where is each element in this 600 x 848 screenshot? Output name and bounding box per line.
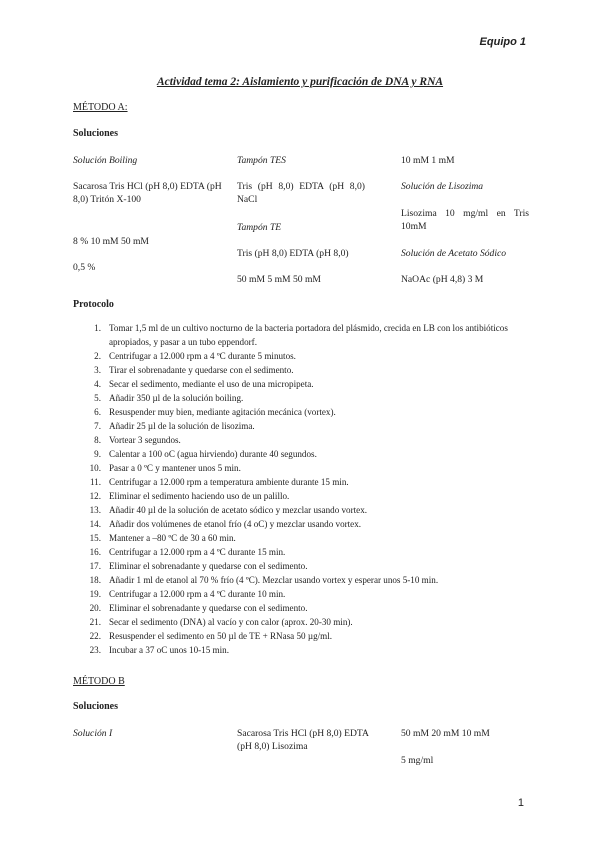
protocol-step-text: Tirar el sobrenadante y quedarse con el sedimento. xyxy=(109,365,294,375)
protocol-steps xyxy=(73,321,543,657)
protocol-step-text: Tomar 1,5 ml de un cultivo nocturno de la bacteria portadora del plásmido, crecida en LB con los antibióticos apropiados, y pasar a un tubo eppendorf. xyxy=(109,323,508,347)
solucion-i-name: Solución I xyxy=(73,728,113,739)
protocol-step-text: Pasar a 0 ºC y mantener unos 5 min. xyxy=(109,463,241,473)
tampon-te-name: Tampón TE xyxy=(237,222,282,233)
protocol-step-text: Vortear 3 segundos. xyxy=(109,435,181,445)
protocol-step-number: 23. xyxy=(89,645,101,655)
protocol-step xyxy=(73,503,543,517)
team-label: Equipo 1 xyxy=(479,36,526,48)
method-a-heading: MÉTODO A: xyxy=(73,102,128,113)
protocol-step-number: 14. xyxy=(89,519,101,529)
protocol-step xyxy=(73,461,543,475)
protocol-step xyxy=(73,433,543,447)
protocol-step-number: 19. xyxy=(89,589,101,599)
protocol-step-number: 2. xyxy=(94,351,101,361)
protocol-step-text: Centrifugar a 12.000 rpm a temperatura ambiente durante 15 min. xyxy=(109,477,349,487)
protocol-step-text: Añadir 25 µl de la solución de lisozima. xyxy=(109,421,255,431)
protocol-step xyxy=(73,363,543,377)
solucion-i-components: Sacarosa Tris HCl (pH 8,0) EDTA (pH 8,0) Lisozima xyxy=(237,728,369,752)
protocol-step-text: Centrifugar a 12.000 rpm a 4 ºC durante 10 min. xyxy=(109,589,286,599)
protocol-step-number: 9. xyxy=(94,449,101,459)
protocol-step-number: 7. xyxy=(94,421,101,431)
protocol-step xyxy=(73,587,543,601)
protocol-heading: Protocolo xyxy=(73,299,114,310)
solucion-acetato-components: NaOAc (pH 4,8) 3 M xyxy=(401,274,484,285)
protocol-step-number: 16. xyxy=(89,547,101,557)
method-a-solutions-heading: Soluciones xyxy=(73,128,119,139)
protocol-step xyxy=(73,517,543,531)
protocol-step-number: 21. xyxy=(89,617,101,627)
protocol-step xyxy=(73,643,543,657)
protocol-step xyxy=(73,615,543,629)
protocol-step-number: 18. xyxy=(89,575,101,585)
protocol-step xyxy=(73,545,543,559)
protocol-step-number: 5. xyxy=(94,393,101,403)
protocol-step-text: Añadir 1 ml de etanol al 70 % frío (4 ºC). Mezclar usando vortex y esperar unos 5-10 min. xyxy=(109,575,439,585)
protocol-step-text: Secar el sedimento, mediante el uso de una micropipeta. xyxy=(109,379,314,389)
protocol-step-text: Eliminar el sobrenadante y quedarse con el sedimento. xyxy=(109,603,308,613)
protocol-step-number: 12. xyxy=(89,491,101,501)
tampon-te-conc: 50 mM 5 mM 50 mM xyxy=(237,274,321,285)
protocol-step xyxy=(73,559,543,573)
protocol-step-text: Centrifugar a 12.000 rpm a 4 ºC durante 15 min. xyxy=(109,547,286,557)
protocol-step-number: 1. xyxy=(94,323,101,333)
page-number: 1 xyxy=(517,797,524,809)
protocol-step xyxy=(73,419,543,433)
tampon-tes-name: Tampón TES xyxy=(237,155,286,166)
solucion-lisozima-name: Solución de Lisozima xyxy=(401,181,484,192)
protocol-step-number: 10. xyxy=(89,463,101,473)
protocol-step-text: Resuspender el sedimento en 50 µl de TE + RNasa 50 µg/ml. xyxy=(109,631,333,641)
protocol-step-text: Resuspender muy bien, mediante agitación mecánica (vortex). xyxy=(109,407,336,417)
solucion-lisozima-components: Lisozima 10 mg/ml en Tris 10mM xyxy=(401,208,529,232)
protocol-step-number: 3. xyxy=(94,365,101,375)
method-b-heading: MÉTODO B xyxy=(73,676,125,687)
protocol-step xyxy=(73,405,543,419)
protocol-step-text: Incubar a 37 oC unos 10-15 min. xyxy=(109,645,229,655)
protocol-step xyxy=(73,391,543,405)
protocol-step-number: 17. xyxy=(89,561,101,571)
protocol-step-text: Mantener a –80 ºC de 30 a 60 min. xyxy=(109,533,236,543)
protocol-step-text: Eliminar el sobrenadante y quedarse con el sedimento. xyxy=(109,561,308,571)
method-b-solutions-heading: Soluciones xyxy=(73,701,119,712)
solucion-i-conc: 50 mM 20 mM 10 mM xyxy=(401,728,490,739)
protocol-step xyxy=(73,629,543,643)
solucion-boiling-components: Sacarosa Tris HCl (pH 8,0) EDTA (pH 8,0) Tritón X-100 xyxy=(73,181,222,205)
protocol-step xyxy=(73,531,543,545)
protocol-step-text: Centrifugar a 12.000 rpm a 4 ºC durante 5 minutos. xyxy=(109,351,296,361)
tampon-tes-components: Tris (pH 8,0) EDTA (pH 8,0) NaCl xyxy=(237,181,365,205)
protocol-step-number: 13. xyxy=(89,505,101,515)
protocol-step xyxy=(73,447,543,461)
protocol-step xyxy=(73,475,543,489)
solucion-boiling-name: Solución Boiling xyxy=(73,155,138,166)
protocol-step xyxy=(73,377,543,391)
protocol-step-text: Calentar a 100 oC (agua hirviendo) durante 40 segundos. xyxy=(109,449,317,459)
protocol-step-number: 8. xyxy=(94,435,101,445)
protocol-step-text: Añadir dos volúmenes de etanol frío (4 oC) y mezclar usando vortex. xyxy=(109,519,362,529)
protocol-step-text: Añadir 350 µl de la solución boiling. xyxy=(109,393,244,403)
protocol-step-number: 22. xyxy=(89,631,101,641)
col3-top-conc: 10 mM 1 mM xyxy=(401,155,455,166)
protocol-step-number: 20. xyxy=(89,603,101,613)
protocol-step xyxy=(73,349,543,363)
protocol-step-text: Secar el sedimento (DNA) al vacío y con calor (aprox. 20-30 min). xyxy=(109,617,353,627)
solucion-acetato-name: Solución de Acetato Sódico xyxy=(401,248,507,259)
page-title: Actividad tema 2: Aislamiento y purificación de DNA y RNA xyxy=(156,76,444,88)
protocol-step-number: 11. xyxy=(89,477,101,487)
solucion-boiling-conc: 8 % 10 mM 50 mM xyxy=(73,236,149,247)
protocol-step-number: 6. xyxy=(94,407,101,417)
protocol-step-text: Eliminar el sedimento haciendo uso de un palillo. xyxy=(109,491,290,501)
protocol-step xyxy=(73,321,543,349)
protocol-step xyxy=(73,601,543,615)
protocol-step xyxy=(73,489,543,503)
protocol-step-text: Añadir 40 µl de la solución de acetato sódico y mezclar usando vortex. xyxy=(109,505,368,515)
protocol-step-number: 4. xyxy=(94,379,101,389)
solucion-boiling-conc-triton: 0,5 % xyxy=(73,262,96,273)
protocol-step xyxy=(73,573,543,587)
protocol-step-number: 15. xyxy=(89,533,101,543)
tampon-te-components: Tris (pH 8,0) EDTA (pH 8,0) xyxy=(237,248,349,259)
solucion-i-conc-lisozima: 5 mg/ml xyxy=(401,755,434,766)
